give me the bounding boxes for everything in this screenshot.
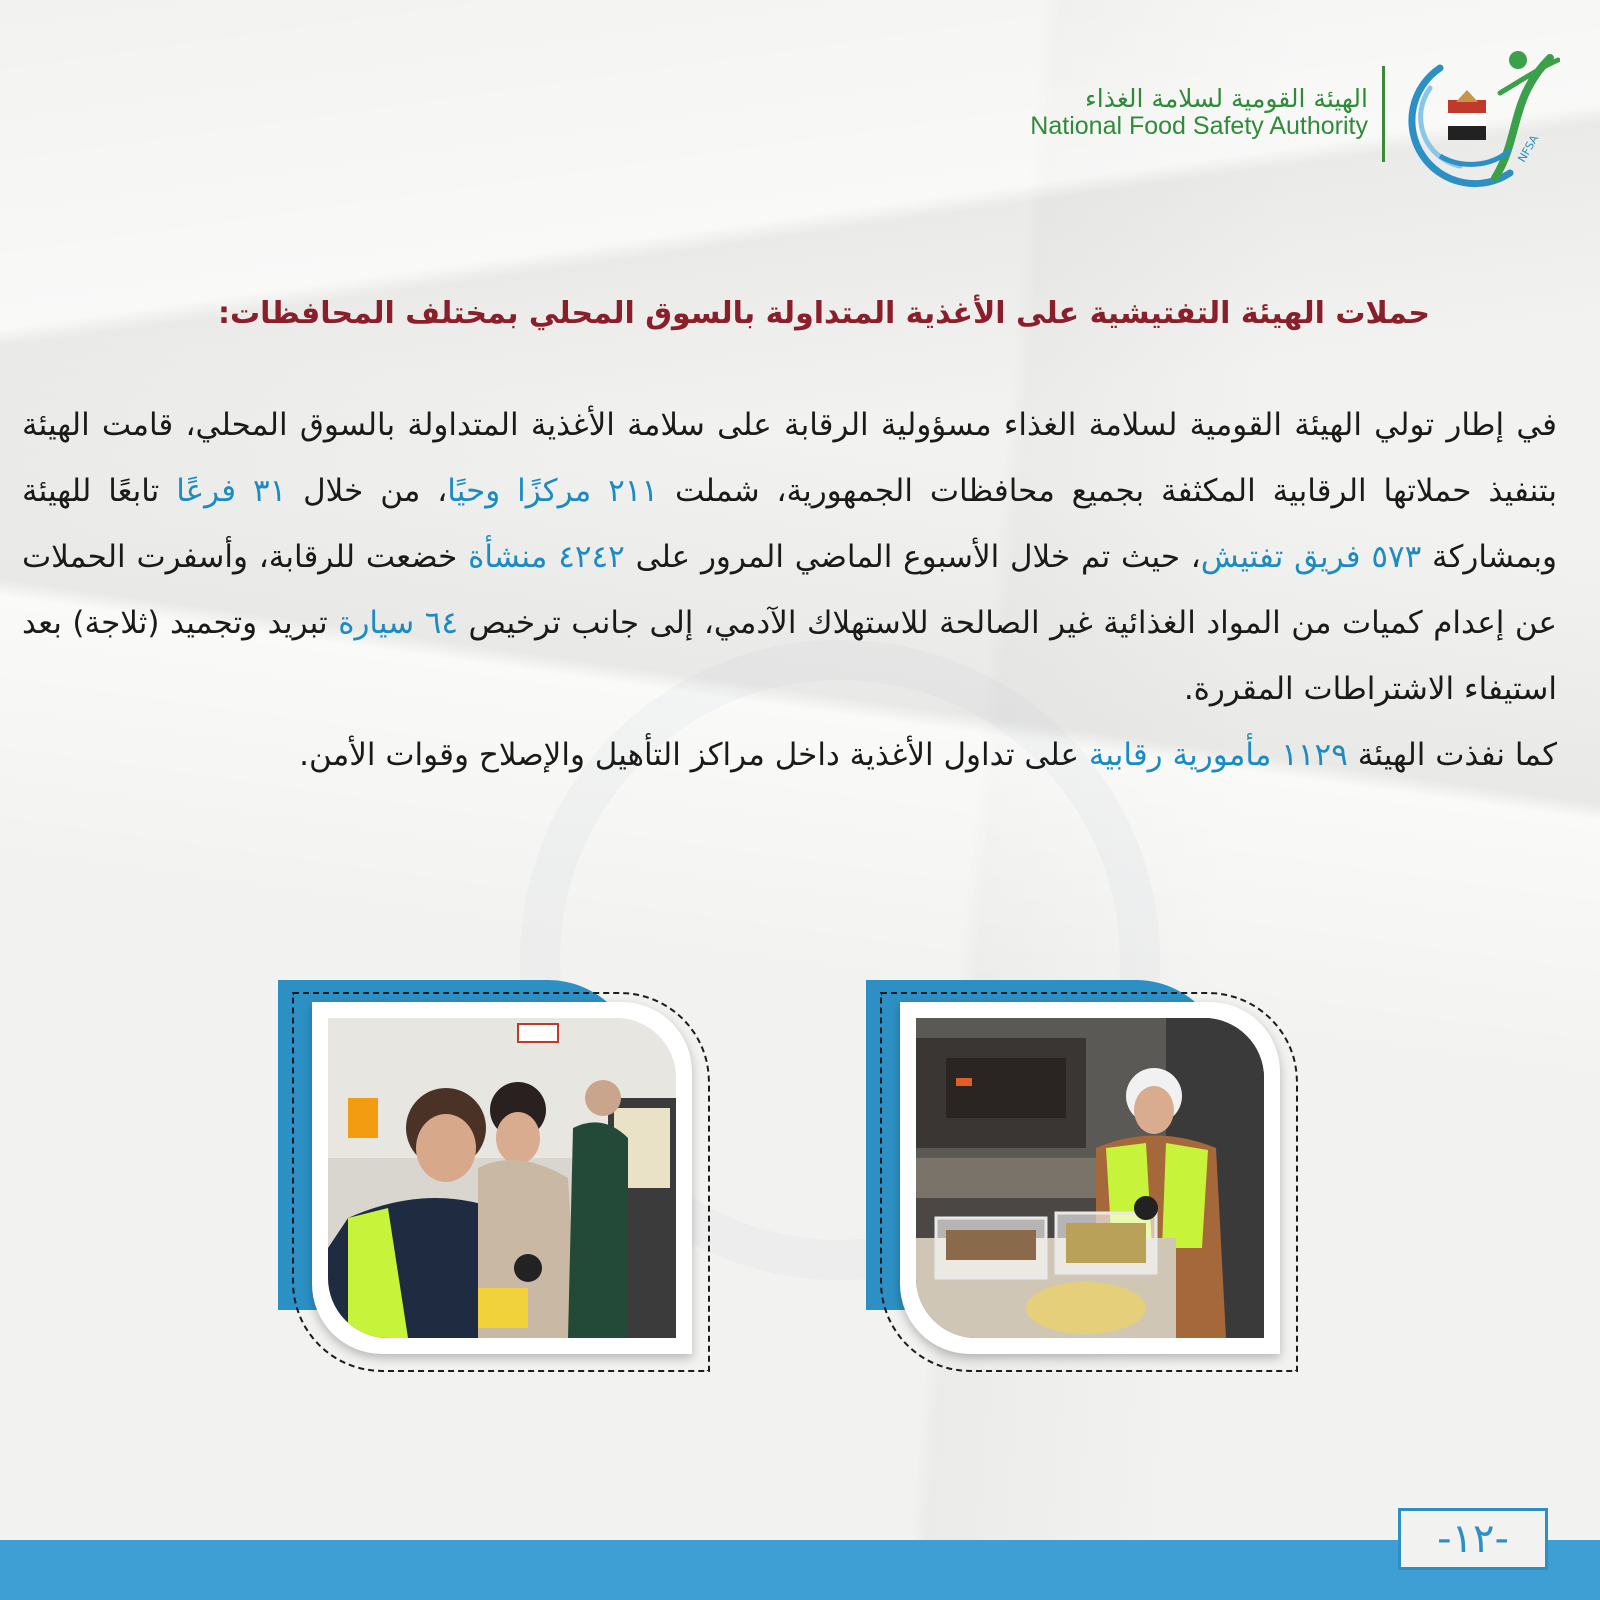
text-run: خضعت للرقابة، وأسفرت الحملات عن إعدام كميات من المواد الغذائية غير الصالحة للاستهلاك الآدمي، إلى جانب ترخيص <box>22 539 1557 641</box>
inspection-photo-2 <box>916 1018 1264 1338</box>
highlight-centers: ٢١١ مركزًا وحيًا <box>447 473 659 509</box>
photo-frame-left <box>278 980 708 1390</box>
photo-frame-right <box>866 980 1296 1390</box>
highlight-branches: ٣١ فرعًا <box>176 473 287 509</box>
page-number: -١٢- <box>1398 1508 1548 1570</box>
highlight-vehicles: ٦٤ سيارة <box>338 605 459 641</box>
highlight-teams: ٥٧٣ فريق تفتيش <box>1200 539 1422 575</box>
footer-bar <box>0 1540 1600 1600</box>
highlight-missions: ١١٢٩ مأمورية رقابية <box>1088 737 1348 773</box>
text-run: تابعًا للهيئة وبمشاركة <box>22 473 1558 575</box>
text-run: على تداول الأغذية داخل مراكز التأهيل والإصلاح وقوات الأمن. <box>299 737 1089 773</box>
section-title: حملات الهيئة التفتيشية على الأغذية المتداولة بالسوق المحلي بمختلف المحافظات: <box>217 296 1430 331</box>
org-name-arabic: الهيئة القومية لسلامة الغذاء <box>1085 84 1368 113</box>
text-run: تبريد وتجميد (ثلاجة) بعد استيفاء الاشتراطات المقررة. <box>22 605 1557 707</box>
text-run: ، من خلال <box>286 473 448 509</box>
text-run: كما نفذت الهيئة <box>1347 737 1557 773</box>
header-divider <box>1382 66 1385 162</box>
text-run: في إطار تولي الهيئة القومية لسلامة الغذاء مسؤولية الرقابة على سلامة الأغذية المتداولة بالسوق المحلي، قامت الهيئة بتنفيذ حملاتها الرقابية المكثفة بجميع محافظات الجمهورية، شملت <box>22 407 1557 509</box>
article-body <box>22 392 1557 788</box>
text-run: ، حيث تم خلال الأسبوع الماضي المرور على <box>624 539 1201 575</box>
paragraph-2 <box>22 722 1557 788</box>
inspection-photo-1 <box>328 1018 676 1338</box>
highlight-establishments: ٤٢٤٢ منشأة <box>468 539 625 575</box>
org-name-english: National Food Safety Authority <box>1030 112 1368 140</box>
nfsa-logo <box>1400 38 1560 188</box>
paragraph-1 <box>22 392 1557 722</box>
logo-badge-text: NFSA <box>1515 132 1542 165</box>
